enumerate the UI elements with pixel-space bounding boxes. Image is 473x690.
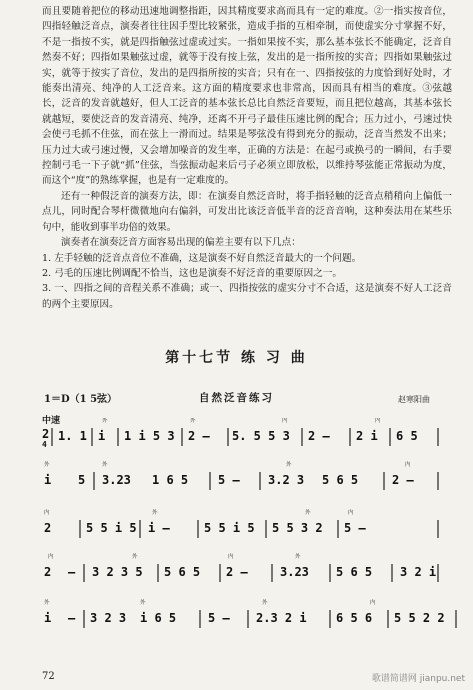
svg-text:3 2 3 5: 3 2 3 5 bbox=[92, 565, 143, 579]
svg-text:5: 5 bbox=[78, 473, 86, 487]
svg-text:3.2 3: 3.2 3 bbox=[268, 473, 305, 487]
svg-text:2: 2 bbox=[44, 565, 52, 579]
svg-text:5 6 5: 5 6 5 bbox=[336, 565, 373, 579]
svg-text:3.23: 3.23 bbox=[102, 473, 131, 487]
svg-text:2 –: 2 – bbox=[392, 473, 414, 487]
score-row-2 bbox=[44, 460, 438, 490]
svg-text:2 i: 2 i bbox=[356, 429, 378, 443]
svg-text:i –: i – bbox=[148, 521, 170, 535]
svg-text:5 5 i 5: 5 5 i 5 bbox=[86, 521, 137, 535]
list-item-3: 3. 一、四指之间的音程关系不准确；或一、四指按弦的虚实分寸不合适，这是演奏不好人工泛音的两个主要原因。 bbox=[42, 283, 452, 310]
svg-text:–: – bbox=[68, 565, 76, 579]
svg-text:外: 外 bbox=[44, 462, 50, 468]
body-text bbox=[42, 4, 452, 312]
svg-text:内: 内 bbox=[405, 462, 411, 468]
svg-text:6 5 6: 6 5 6 bbox=[336, 611, 373, 625]
watermark: 歌谱简谱网 jianpu.net bbox=[371, 674, 465, 684]
svg-text:i 6 5: i 6 5 bbox=[140, 611, 177, 625]
svg-text:5 5 3 2: 5 5 3 2 bbox=[272, 521, 323, 535]
svg-text:外: 外 bbox=[152, 510, 158, 516]
svg-text:外: 外 bbox=[44, 600, 50, 606]
svg-text:5 –: 5 – bbox=[344, 521, 366, 535]
svg-text:i: i bbox=[98, 429, 106, 443]
piece-title: 自然泛音练习 bbox=[199, 392, 274, 404]
svg-text:外: 外 bbox=[132, 554, 138, 560]
svg-text:3 2 3: 3 2 3 bbox=[90, 611, 127, 625]
svg-text:1 i 5 3: 1 i 5 3 bbox=[124, 429, 175, 443]
svg-text:外: 外 bbox=[295, 554, 301, 560]
svg-text:i: i bbox=[44, 473, 52, 487]
svg-text:5. 5 5 3: 5. 5 5 3 bbox=[232, 429, 290, 443]
svg-text:1. 1: 1. 1 bbox=[58, 429, 87, 443]
svg-text:外: 外 bbox=[286, 462, 292, 468]
svg-text:i: i bbox=[44, 611, 52, 625]
paragraph-2: 还有一种假泛音的演奏方法，即：在演奏自然泛音时，将手指轻触的泛音点稍稍向上偏低一点儿，同时配合琴杆微微地向右偏斜，可发出比该泛音低半音的泛音音响，这种奏法用在某些乐句中，能收到事半功倍的效果。 bbox=[42, 190, 452, 233]
svg-text:6 5: 6 5 bbox=[396, 429, 418, 443]
svg-text:5 5 2 2: 5 5 2 2 bbox=[394, 611, 445, 625]
svg-text:内: 内 bbox=[228, 554, 234, 560]
list-item-1: 1. 左手轻触的泛音点音位不准确，这是演奏不好自然泛音最大的一个问题。 bbox=[42, 252, 362, 264]
svg-text:3.23: 3.23 bbox=[280, 565, 309, 579]
svg-text:5 6 5: 5 6 5 bbox=[322, 473, 359, 487]
svg-text:外: 外 bbox=[190, 418, 196, 424]
svg-text:2: 2 bbox=[44, 521, 52, 535]
svg-text:3 2 i: 3 2 i bbox=[400, 565, 437, 579]
svg-text:2 –: 2 – bbox=[226, 565, 248, 579]
svg-text:5 5 i 5: 5 5 i 5 bbox=[204, 521, 255, 535]
svg-text:–: – bbox=[68, 611, 76, 625]
svg-text:2.3 2 i: 2.3 2 i bbox=[256, 611, 307, 625]
svg-text:内: 内 bbox=[44, 510, 50, 516]
paragraph-1: 而且要随着把位的移动迅速地调整指距，因其精度要求高而具有一定的难度。②一指实按音位，四指轻触泛音点，演奏者往往因手型比较紧张，造成手指的互相牵制，而使虚实分寸掌握不好，不是一指按不实，就是四指触弦过虚或过实。一指如果按不实，那么基本弦长不能确定，泛音自然奏不好；四指如果触弦过虚，就等于没有按上弦，发出的是一指所按的实音；四指如果触弦过实，就等于按实了音位，发出的是四指所按的实音；只有在一、四指按弦的力度恰到好处时，才能奏出清亮、纯净的人工泛音来。这方面的精度要求也非常高，因而具有相当的难度。③弦越长，泛音的发音就越好，但人工泛音的基本弦长总比自然泛音要短，而且把位越高，其基本弦长就越短，要使泛音的发音清亮、纯净，还离不开弓子最佳压速比例的配合；压力过小，弓速过快会使弓毛抓不住弦，而在弦上一滑而过。结果是琴弦没有得到充分的振动，泛音当然发不出来；压力过大或弓速过慢，又会增加噪音的发生率，正确的方法是：在起弓或换弓的一瞬间，右手要控制弓毛一下子就“抓”住弦，当弦振动起来后弓子必须立即放松，以维持琴弦能正常振动为度，而这个“度”的熟练掌握，也是有一定难度的。 bbox=[42, 6, 452, 187]
section-title: 第十七节 练 习 曲 bbox=[165, 350, 308, 366]
svg-text:2 –: 2 – bbox=[308, 429, 330, 443]
score-row-4 bbox=[44, 552, 438, 582]
svg-text:内: 内 bbox=[375, 418, 381, 424]
svg-text:外: 外 bbox=[305, 510, 311, 516]
paragraph-3: 演奏者在演奏泛音方面容易出现的偏差主要有以下几点： bbox=[61, 237, 301, 249]
svg-text:外: 外 bbox=[102, 462, 108, 468]
tempo-marking: 中速 bbox=[42, 416, 61, 426]
composer-credit: 赵寒阳曲 bbox=[398, 395, 430, 404]
svg-text:内: 内 bbox=[348, 510, 354, 516]
svg-text:5 –: 5 – bbox=[218, 473, 240, 487]
svg-text:外: 外 bbox=[262, 600, 268, 606]
svg-text:2: 2 bbox=[42, 427, 50, 441]
music-score-image bbox=[40, 418, 465, 653]
score-row-3 bbox=[44, 508, 438, 538]
list-item-2: 2. 弓毛的压速比例调配不恰当，这也是演奏不好泛音的重要原因之一。 bbox=[42, 267, 343, 279]
score-row-5 bbox=[44, 598, 456, 628]
score-row-1 bbox=[42, 418, 438, 449]
svg-text:2 –: 2 – bbox=[188, 429, 210, 443]
tuning-label: 1＝D（1 5弦） bbox=[44, 394, 118, 405]
svg-text:4: 4 bbox=[42, 440, 47, 449]
svg-text:5 –: 5 – bbox=[208, 611, 230, 625]
svg-text:内: 内 bbox=[282, 418, 288, 424]
svg-text:内: 内 bbox=[48, 554, 54, 560]
page-number: 72 bbox=[42, 671, 55, 682]
svg-text:内: 内 bbox=[370, 600, 376, 606]
svg-text:外: 外 bbox=[102, 418, 108, 424]
svg-text:外: 外 bbox=[140, 600, 146, 606]
svg-text:1 6 5: 1 6 5 bbox=[152, 473, 189, 487]
svg-text:5 6 5: 5 6 5 bbox=[164, 565, 201, 579]
